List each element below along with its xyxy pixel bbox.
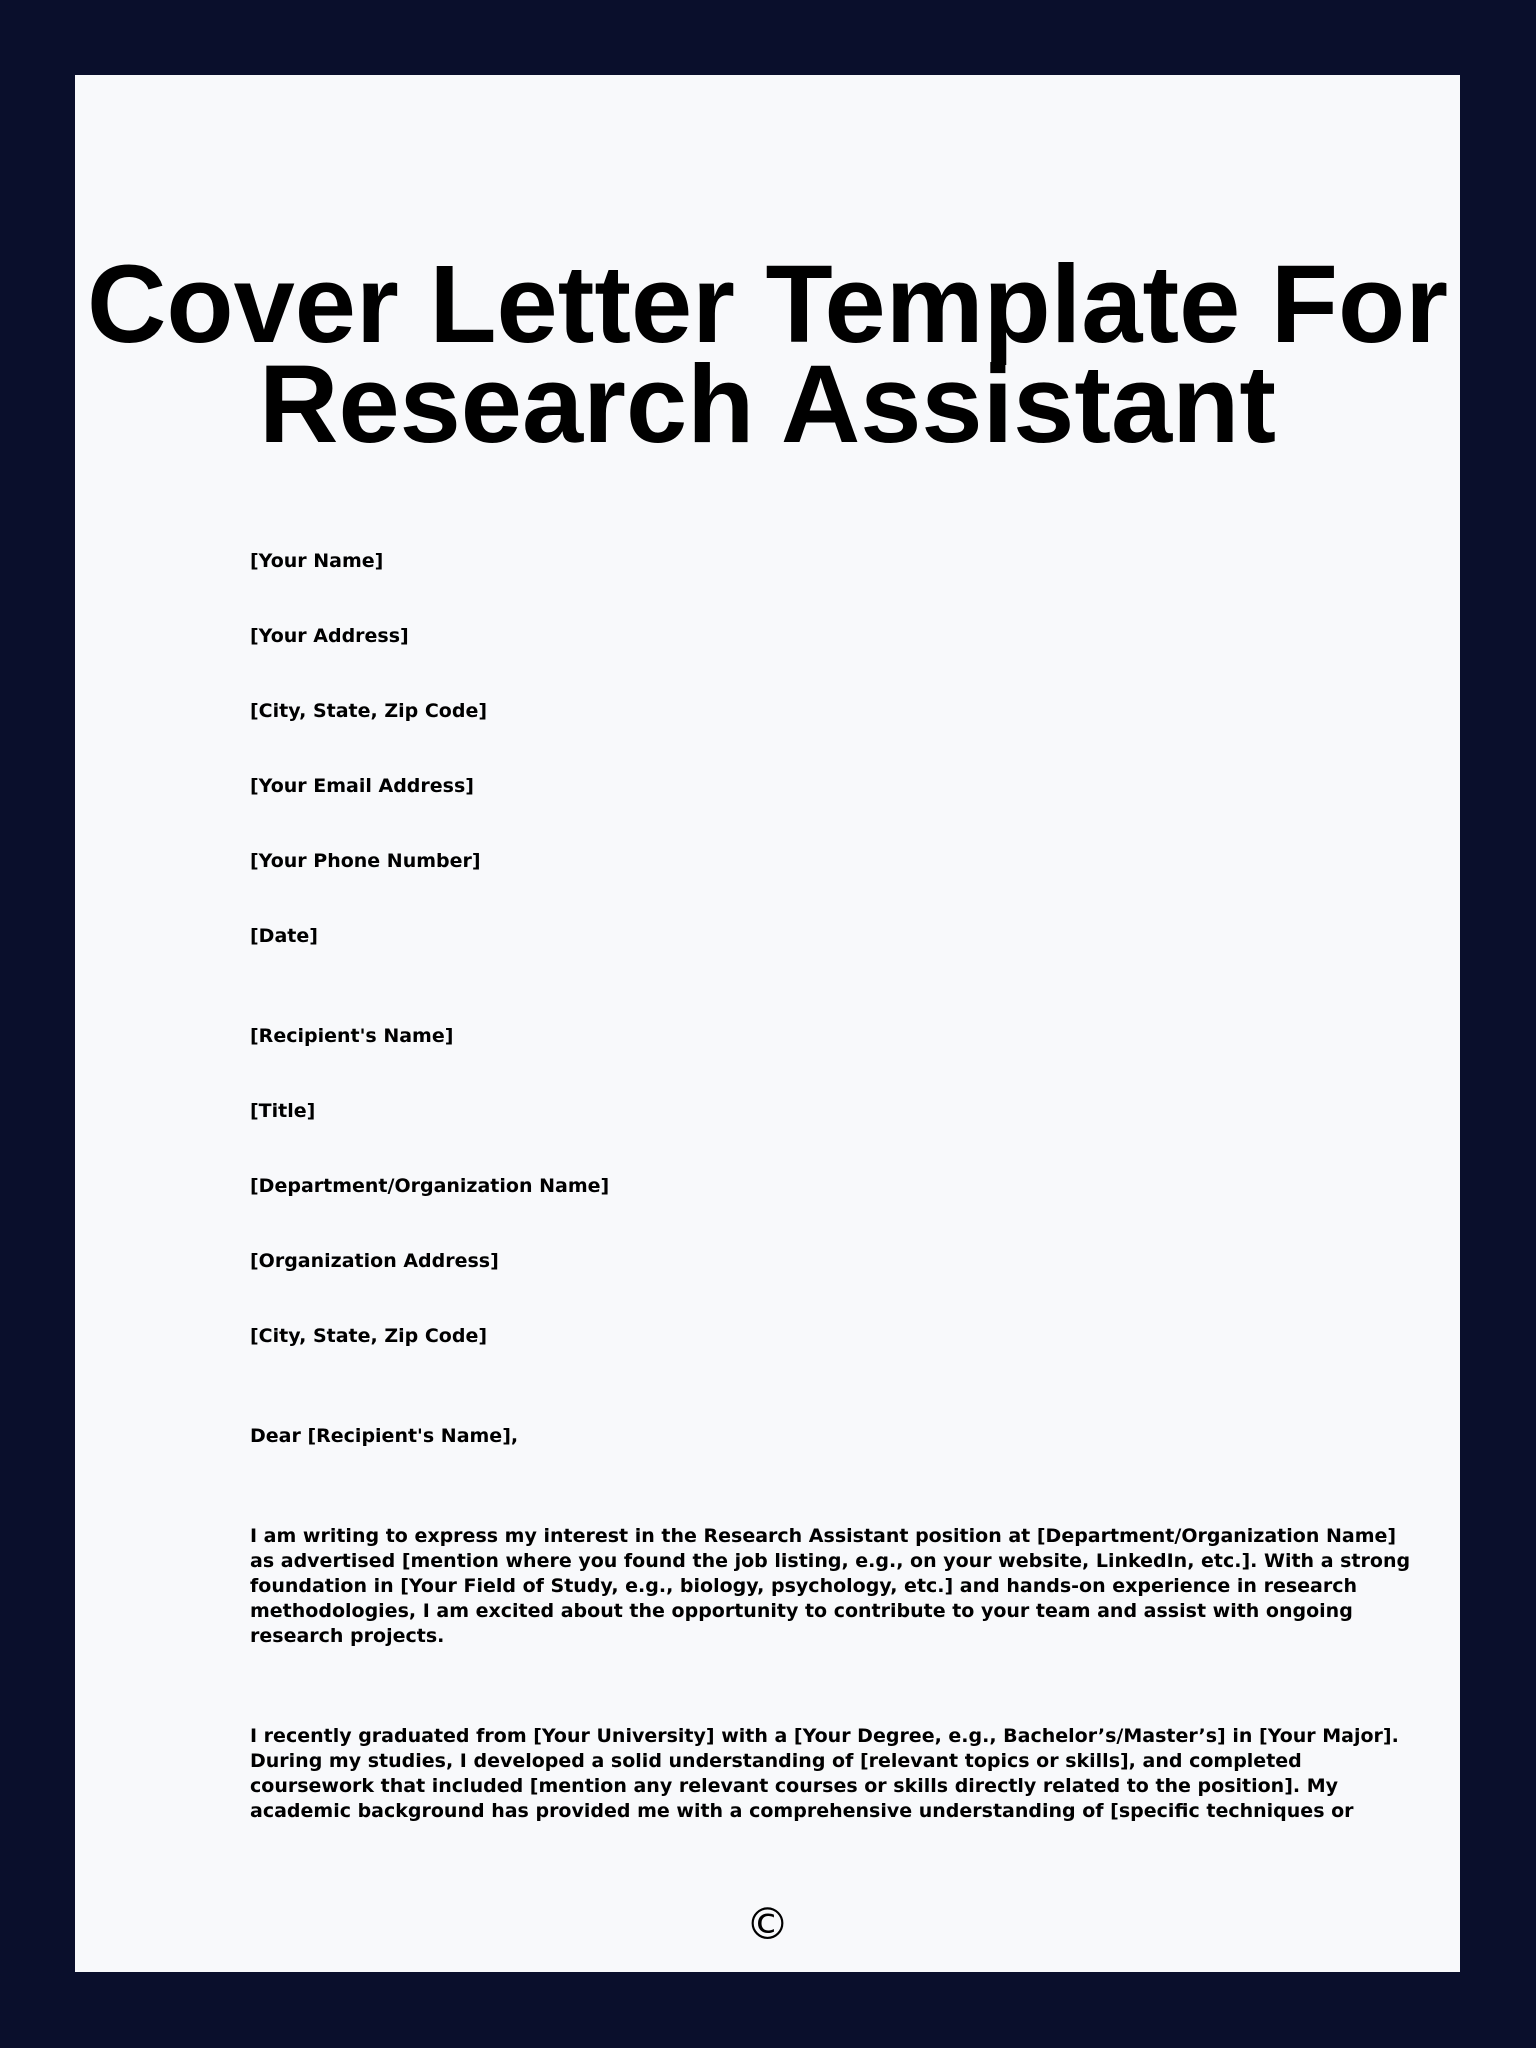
recipient-title: [Title]: [250, 1100, 316, 1122]
page-title: [75, 243, 1460, 466]
paragraph-2: [250, 1724, 1399, 1824]
paragraph-2-line: I recently graduated from [Your University] with a [Your Degree, e.g., Bachelor’s/Master’s] in [Your Major].: [250, 1725, 1399, 1747]
sender-city-state-zip: [City, State, Zip Code]: [250, 700, 488, 722]
paragraph-2-line: academic background has provided me with a comprehensive understanding of [specific techniques or: [250, 1800, 1354, 1822]
title-line-1: Cover Letter Template For: [86, 243, 1449, 366]
letter-date: [Date]: [250, 925, 318, 947]
paragraph-2-line: During my studies, I developed a solid understanding of [relevant topics or skills], and completed: [250, 1750, 1302, 1772]
sender-email: [Your Email Address]: [250, 775, 474, 797]
paragraph-1-line: foundation in [Your Field of Study, e.g., biology, psychology, etc.] and hands-on experience in research: [250, 1575, 1358, 1597]
paragraph-2-line: coursework that included [mention any relevant courses or skills directly related to the position]. My: [250, 1775, 1339, 1797]
paragraph-1: [250, 1524, 1411, 1649]
copyright-icon: ©: [745, 1899, 790, 1950]
recipient-address: [Organization Address]: [250, 1250, 499, 1272]
recipient-name: [Recipient's Name]: [250, 1025, 454, 1047]
paragraph-1-line: as advertised [mention where you found the job listing, e.g., on your website, LinkedIn, etc.]. With a strong: [250, 1550, 1411, 1572]
paragraph-1-line: I am writing to express my interest in the Research Assistant position at [Department/Organization Name]: [250, 1525, 1397, 1547]
document-page: [75, 75, 1460, 1972]
paragraph-1-line: methodologies, I am excited about the opportunity to contribute to your team and assist with ongoing: [250, 1600, 1353, 1622]
recipient-organization: [Department/Organization Name]: [250, 1175, 610, 1197]
sender-name: [Your Name]: [250, 550, 384, 572]
recipient-city-state-zip: [City, State, Zip Code]: [250, 1325, 488, 1347]
title-line-2: Research Assistant: [259, 343, 1276, 466]
sender-phone: [Your Phone Number]: [250, 850, 481, 872]
sender-address: [Your Address]: [250, 625, 409, 647]
paragraph-1-line: research projects.: [250, 1625, 445, 1647]
salutation: Dear [Recipient's Name],: [250, 1425, 519, 1447]
